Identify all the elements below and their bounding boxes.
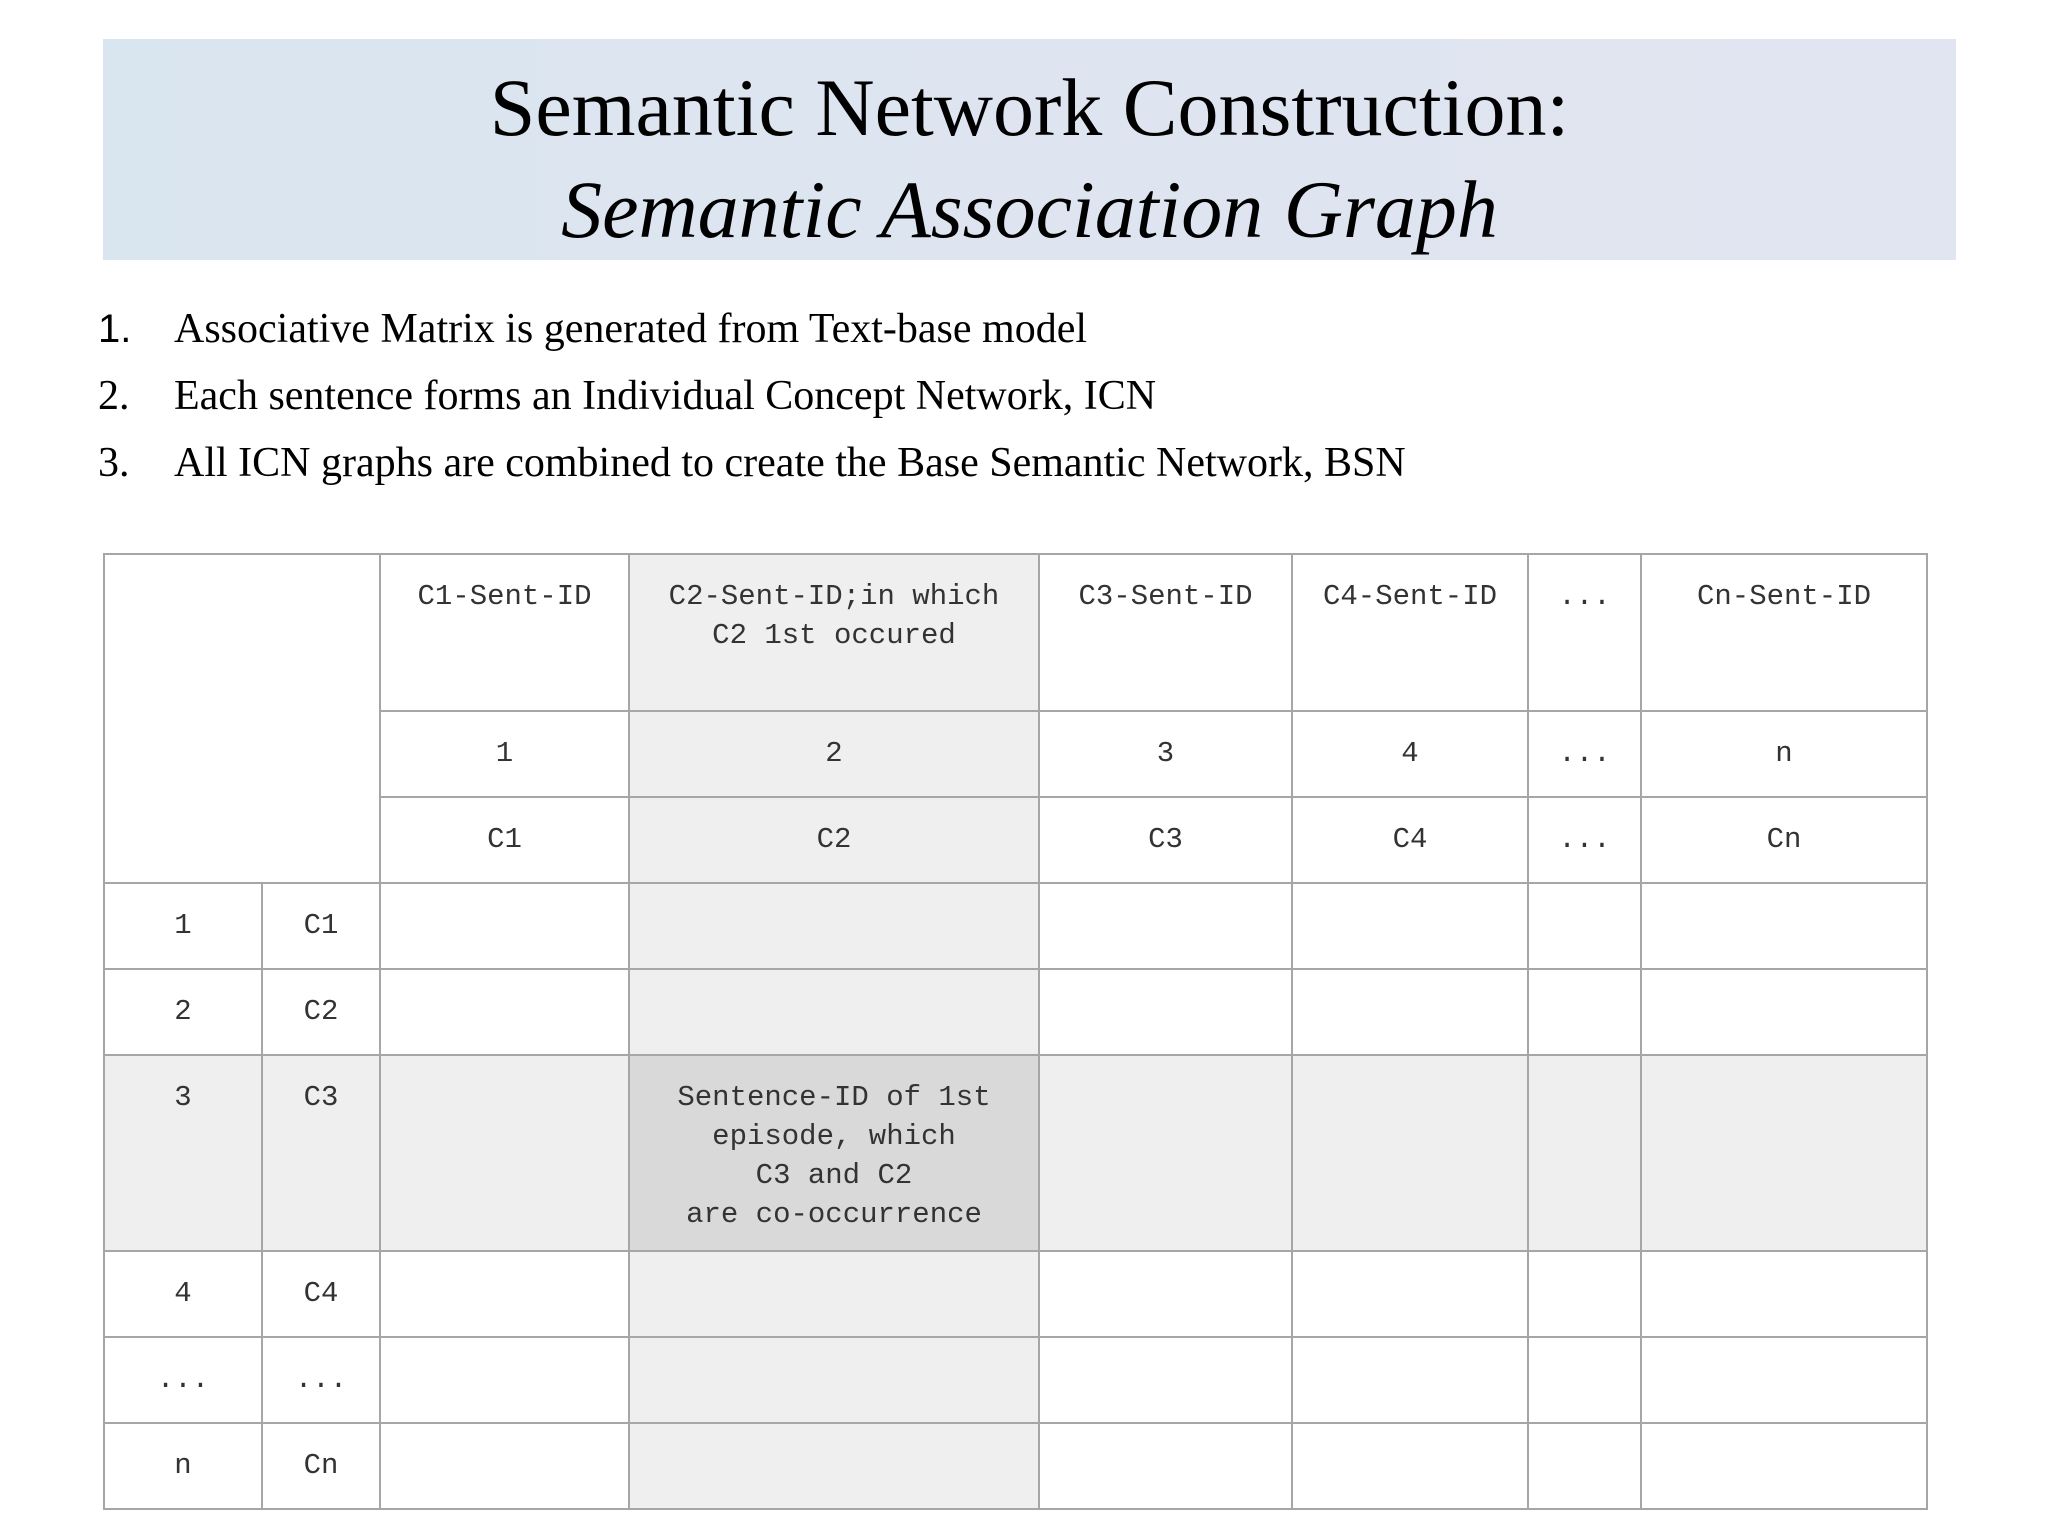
matrix-cell bbox=[1292, 1251, 1528, 1337]
matrix-cell bbox=[1528, 883, 1641, 969]
table-row bbox=[104, 1251, 1927, 1337]
matrix-cell bbox=[1641, 1251, 1927, 1337]
matrix-cell bbox=[1039, 1055, 1292, 1251]
matrix-cell bbox=[629, 1423, 1039, 1509]
matrix-cell bbox=[1292, 1337, 1528, 1423]
column-index: 3 bbox=[1039, 711, 1292, 797]
table-row bbox=[104, 969, 1927, 1055]
matrix-cell bbox=[380, 969, 629, 1055]
associative-matrix bbox=[103, 553, 1928, 1510]
step-text: All ICN graphs are combined to create the Base Semantic Network, BSN bbox=[174, 440, 1406, 486]
table-row bbox=[104, 1055, 1927, 1251]
column-concept: C2 bbox=[629, 797, 1039, 883]
matrix-cell bbox=[1292, 1423, 1528, 1509]
table-row bbox=[104, 883, 1927, 969]
matrix-cell bbox=[629, 883, 1039, 969]
title-banner bbox=[103, 39, 1956, 260]
table-row bbox=[104, 1423, 1927, 1509]
column-index: 2 bbox=[629, 711, 1039, 797]
row-index: 1 bbox=[104, 883, 262, 969]
matrix-cell bbox=[629, 1251, 1039, 1337]
row-concept: Cn bbox=[262, 1423, 380, 1509]
matrix-cell bbox=[380, 1423, 629, 1509]
page-title: Semantic Network Construction: bbox=[489, 62, 1570, 153]
step-text: Each sentence forms an Individual Concept Network, ICN bbox=[174, 373, 1157, 419]
matrix-cell bbox=[1292, 883, 1528, 969]
matrix-cell bbox=[1528, 1423, 1641, 1509]
corner-cell bbox=[104, 554, 380, 883]
matrix-cell bbox=[1641, 1423, 1927, 1509]
step-text: Associative Matrix is generated from Text-base model bbox=[174, 306, 1088, 352]
row-concept: C1 bbox=[262, 883, 380, 969]
matrix-cell bbox=[1641, 969, 1927, 1055]
header-row bbox=[104, 554, 1927, 711]
row-index: 2 bbox=[104, 969, 262, 1055]
matrix-cell bbox=[1528, 969, 1641, 1055]
row-concept: C2 bbox=[262, 969, 380, 1055]
step-item bbox=[98, 305, 1406, 372]
column-index: n bbox=[1641, 711, 1927, 797]
row-index: n bbox=[104, 1423, 262, 1509]
column-index: 1 bbox=[380, 711, 629, 797]
step-number: 1. bbox=[98, 307, 132, 351]
matrix-cell bbox=[380, 1251, 629, 1337]
column-header: ... bbox=[1528, 554, 1641, 711]
column-concept: C1 bbox=[380, 797, 629, 883]
column-header: C2-Sent-ID;in which C2 1st occured bbox=[629, 554, 1039, 711]
matrix-cell bbox=[1292, 1055, 1528, 1251]
matrix-cell bbox=[1641, 1055, 1927, 1251]
matrix-cell bbox=[1039, 969, 1292, 1055]
highlight-cell: Sentence-ID of 1st episode, which C3 and C2 are co-occurrence bbox=[629, 1055, 1039, 1251]
step-item bbox=[98, 372, 1406, 439]
matrix-cell bbox=[629, 969, 1039, 1055]
steps-list bbox=[98, 305, 1406, 506]
row-index: 3 bbox=[104, 1055, 262, 1251]
matrix-cell bbox=[1641, 1337, 1927, 1423]
column-header: C1-Sent-ID bbox=[380, 554, 629, 711]
row-concept: ... bbox=[262, 1337, 380, 1423]
row-concept: C4 bbox=[262, 1251, 380, 1337]
matrix-cell bbox=[1528, 1055, 1641, 1251]
column-index: 4 bbox=[1292, 711, 1528, 797]
column-index: ... bbox=[1528, 711, 1641, 797]
matrix-cell bbox=[1528, 1337, 1641, 1423]
matrix-cell bbox=[1292, 969, 1528, 1055]
row-index: ... bbox=[104, 1337, 262, 1423]
column-header: Cn-Sent-ID bbox=[1641, 554, 1927, 711]
column-concept: ... bbox=[1528, 797, 1641, 883]
step-number: 2. bbox=[98, 373, 130, 419]
matrix-cell bbox=[1039, 1337, 1292, 1423]
matrix-cell bbox=[1039, 1251, 1292, 1337]
column-concept: C4 bbox=[1292, 797, 1528, 883]
table-row bbox=[104, 1337, 1927, 1423]
step-item bbox=[98, 439, 1406, 506]
page-subtitle: Semantic Association Graph bbox=[561, 164, 1498, 255]
matrix-cell bbox=[1528, 1251, 1641, 1337]
row-index: 4 bbox=[104, 1251, 262, 1337]
matrix-cell bbox=[1039, 883, 1292, 969]
matrix-cell bbox=[1039, 1423, 1292, 1509]
step-number: 3. bbox=[98, 440, 130, 486]
matrix-cell bbox=[380, 883, 629, 969]
column-header: C3-Sent-ID bbox=[1039, 554, 1292, 711]
matrix-cell bbox=[380, 1055, 629, 1251]
column-concept: Cn bbox=[1641, 797, 1927, 883]
matrix-cell bbox=[1641, 883, 1927, 969]
column-header: C4-Sent-ID bbox=[1292, 554, 1528, 711]
matrix-cell bbox=[380, 1337, 629, 1423]
column-concept: C3 bbox=[1039, 797, 1292, 883]
row-concept: C3 bbox=[262, 1055, 380, 1251]
matrix-cell bbox=[629, 1337, 1039, 1423]
